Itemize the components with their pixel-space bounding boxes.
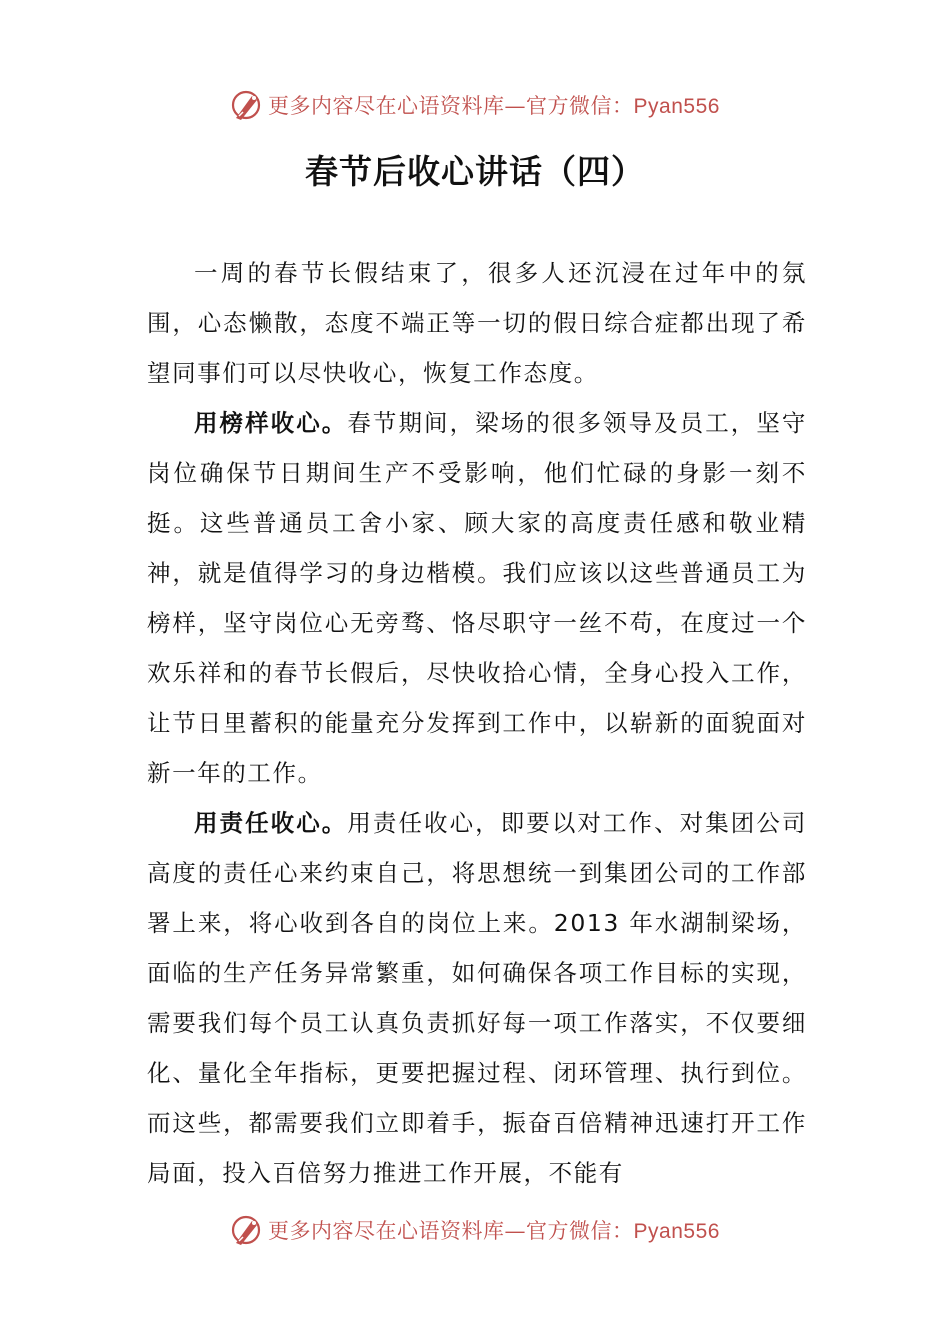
header-banner-handle: Pyan556 bbox=[633, 95, 720, 118]
paragraph-role-model-text: 春节期间，梁场的很多领导及员工，坚守岗位确保节日期间生产不受影响，他们忙碌的身影一刻不挺。这些普通员工舍小家、顾大家的高度责任感和敬业精神，就是值得学习的身边楷模。我们应该以这些普通员工为榜样，坚守岗位心无旁骛、恪尽职守一丝不苟，在度过一个欢乐祥和的春节长假后，尽快收拾心情，全身心投入工作，让节日里蓄积的能量充分发挥到工作中，以崭新的面貌面对新一年的工作。 bbox=[147, 409, 807, 787]
paragraph-responsibility bbox=[147, 798, 807, 1198]
pen-nib-logo-icon bbox=[230, 88, 264, 122]
pen-nib-logo-icon bbox=[230, 1213, 264, 1247]
header-banner bbox=[0, 85, 950, 125]
footer-banner-text: 更多内容尽在心语资料库—官方微信：Pyan556 bbox=[268, 1219, 720, 1243]
paragraph-intro: 一周的春节长假结束了，很多人还沉浸在过年中的氛围，心态懒散，态度不端正等一切的假日综合症都出现了希望同事们可以尽快收心，恢复工作态度。 bbox=[147, 259, 807, 387]
paragraph-responsibility-text: 用责任收心，即要以对工作、对集团公司高度的责任心来约束自己，将思想统一到集团公司的工作部署上来，将心收到各自的岗位上来。2013 年水湖制梁场，面临的生产任务异常繁重，如何确保各项工作目标的实现，需要我们每个员工认真负责抓好每一项工作落实，不仅要细化、量化全年指标，更要把握过程、闭环管理、执行到位。而这些，都需要我们立即着手，振奋百倍精神迅速打开工作局面，投入百倍努力推进工作开展，不能有 bbox=[147, 809, 807, 1187]
paragraph-role-model-heading: 用榜样收心。 bbox=[194, 409, 348, 437]
page-title: 春节后收心讲话（四） bbox=[305, 152, 645, 191]
document-body bbox=[147, 248, 807, 1198]
footer-banner-handle: Pyan556 bbox=[633, 1220, 720, 1243]
paragraph-responsibility-heading: 用责任收心。 bbox=[194, 809, 348, 837]
header-banner-text: 更多内容尽在心语资料库—官方微信：Pyan556 bbox=[268, 94, 720, 118]
paragraph-role-model bbox=[147, 398, 807, 798]
footer-banner bbox=[0, 1210, 950, 1250]
